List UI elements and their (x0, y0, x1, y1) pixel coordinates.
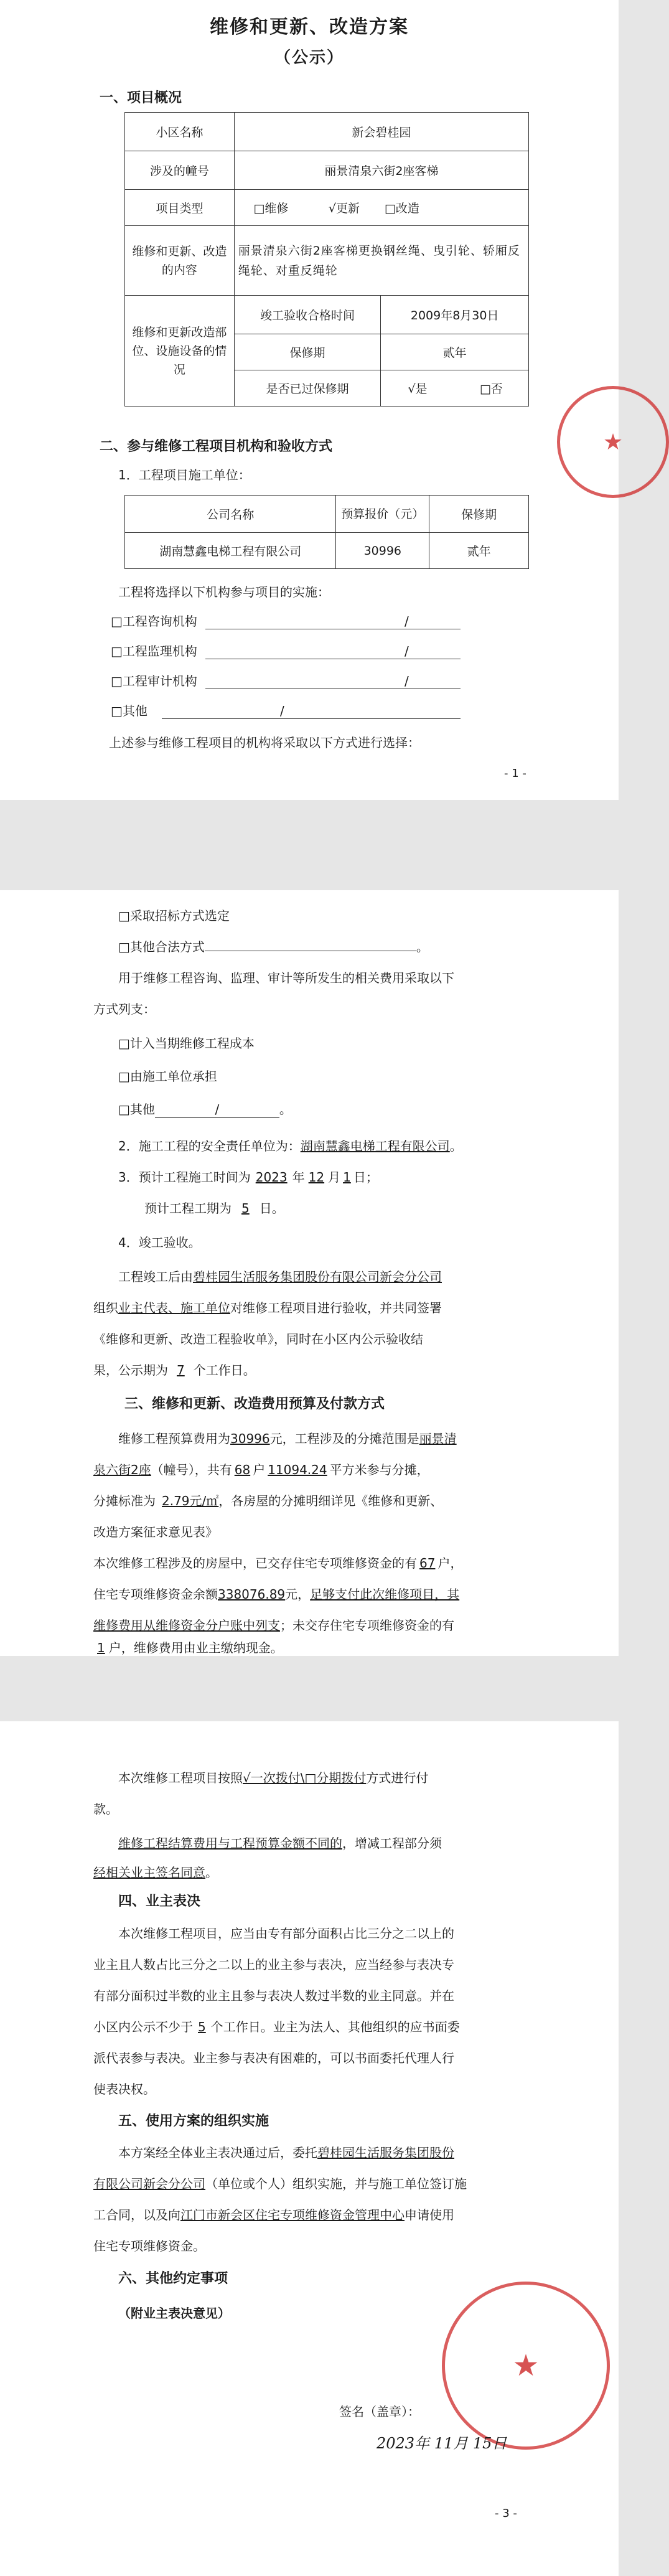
org-line-2 (93, 2171, 467, 2197)
document-subtitle: （公示） (274, 49, 344, 67)
safety-unit-end: 。 (449, 1139, 462, 1154)
section-1-heading: 一、项目概况 (100, 90, 182, 106)
fund-balance: 338076.89 (218, 1587, 286, 1602)
scope-part-1: 丽景清 (419, 1431, 457, 1446)
accept-time-value: 2009年8月30日 (381, 296, 529, 334)
org-impl-end: （单位或个人）组织实施，并与施工单位签订施 (205, 2176, 467, 2191)
period-value: 5 (241, 1201, 250, 1216)
period-label: 预计工程工期为 (144, 1201, 232, 1216)
standard-end: ，各房屋的分摊明细详见《维修和更新、 (218, 1493, 443, 1508)
budget-line-2 (93, 1457, 429, 1483)
warranty-label: 保修期 (234, 334, 381, 370)
acceptance-participants: 业主代表、施工单位 (118, 1300, 230, 1315)
project-overview-table (124, 112, 529, 407)
vote-line-3: 有部分面积过半数的业主且参与表决人数过半数的业主同意。并在 (93, 1988, 454, 2003)
content-label: 维修和更新、改造的内容 (125, 226, 235, 296)
fee-other-end: 。 (279, 1102, 292, 1117)
budget-line-3 (93, 1488, 442, 1514)
payment-label: 本次维修工程项目按照 (118, 1770, 243, 1785)
method-other-end: 。 (416, 939, 429, 954)
company-seal-stamp (557, 386, 669, 498)
construction-time-label: 3．预计工程施工时间为 (118, 1170, 251, 1185)
type-option-update: √更新 (307, 190, 381, 226)
vote-publicity-end: 个工作日。业主为法人、其他组织的应书面委 (210, 2019, 460, 2034)
standard-unit: 元/㎡ (189, 1493, 219, 1508)
contractor-warranty: 贰年 (429, 533, 529, 569)
construction-year: 2023 (255, 1170, 288, 1185)
building-value: 丽景清泉六街2座客梯 (234, 151, 528, 190)
acceptance-line-2 (93, 1295, 442, 1321)
area-value: 11094.24 (268, 1462, 327, 1477)
header-company: 公司名称 (125, 496, 336, 533)
fund-balance-label: 住宅专项维修资金余额 (93, 1587, 218, 1602)
org-supervision-slash: / (405, 644, 409, 659)
org-line-1 (118, 2140, 454, 2166)
construction-month: 12 (308, 1170, 325, 1185)
construction-day: 1 (343, 1170, 351, 1185)
org-impl-company-2: 有限公司新会分公司 (93, 2176, 205, 2191)
paid-households-label: 本次维修工程涉及的房屋中，已交存住宅专项维修资金的有 (93, 1556, 417, 1571)
method-other (118, 934, 429, 960)
area-unit: 平方米参与分摊， (329, 1462, 429, 1477)
fund-sufficient: 足够支付此次维修项目，其 (310, 1587, 460, 1602)
safety-unit-label: 2．施工工程的安全责任单位为： (118, 1139, 301, 1154)
org-consulting-slash: / (405, 614, 409, 629)
method-bidding: □采取招标方式选定 (118, 908, 230, 923)
org-audit: □工程审计机构 (111, 674, 197, 689)
document-title: 维修和更新、改造方案 (210, 16, 409, 38)
page-1-number: - 1 - (504, 767, 526, 780)
fee-intro-2: 方式列支： (93, 1002, 156, 1017)
org-other-slash: / (280, 703, 284, 718)
budget-line-4: 改造方案征求意见表》 (93, 1525, 218, 1539)
settlement-end: ，增减工程部分须 (342, 1836, 442, 1851)
budget-amount: 30996 (230, 1431, 270, 1446)
unpaid-label: ；未交存住宅专项维修资金的有 (280, 1618, 454, 1633)
page-3-number: - 3 - (495, 2507, 517, 2520)
settlement-line-1 (118, 1830, 442, 1856)
publicity-label: 果，公示期为 (93, 1363, 168, 1378)
method-other-label: □其他合法方式 (118, 939, 205, 954)
contractor-budget: 30996 (336, 533, 429, 569)
contractor-heading: 1．工程项目施工单位： (118, 468, 251, 482)
community-value: 新会碧桂园 (234, 113, 528, 151)
expired-label: 是否已过保修期 (234, 370, 381, 407)
section-6-heading: 六、其他约定事项 (118, 2271, 228, 2287)
method-other-line (205, 938, 416, 951)
expired-no: □否 (454, 370, 529, 407)
community-label: 小区名称 (125, 113, 235, 151)
fee-option-other (118, 1096, 292, 1122)
fund-center-label: 工合同，以及向 (93, 2207, 180, 2222)
budget-label: 维修工程预算费用为 (118, 1431, 230, 1446)
payment-line-2: 款。 (93, 1802, 118, 1817)
owner-consent-end: 。 (205, 1865, 218, 1880)
fund-line-4 (93, 1640, 283, 1655)
acceptance-2-end: 对维修工程项目进行验收，并共同签署 (230, 1300, 442, 1315)
seal-star-icon: ★ (512, 2348, 540, 2383)
type-option-renovate: □改造 (381, 190, 529, 226)
vote-line-6: 使表决权。 (93, 2082, 156, 2097)
fund-line-2 (93, 1581, 459, 1607)
fee-other-label: □其他 (118, 1102, 155, 1117)
accept-time-label: 竣工验收合格时间 (234, 296, 381, 334)
acceptance-1-pre: 工程竣工后由 (118, 1269, 193, 1284)
acceptance-organizer: 碧桂园生活服务集团股份有限公司新会分公司 (193, 1269, 442, 1284)
org-line-4: 住宅专项维修资金。 (93, 2239, 205, 2254)
situation-label: 维修和更新改造部位、设施设备的情况 (125, 296, 235, 407)
households-unit: 户 (253, 1462, 266, 1477)
fee-intro-1: 用于维修工程咨询、监理、审计等所发生的相关费用采取以下 (118, 971, 454, 985)
org-impl-company-1: 碧桂园生活服务集团股份 (317, 2145, 454, 2160)
vote-publicity-days: 5 (198, 2019, 206, 2034)
page-3 (0, 1721, 619, 2576)
fund-center: 江门市新会区住宅专项维修资金管理中心 (180, 2207, 405, 2222)
publicity-days: 7 (177, 1363, 185, 1378)
paid-households: 67 (419, 1556, 436, 1571)
method-intro: 上述参与维修工程项目的机构将采取以下方式进行选择： (109, 735, 420, 750)
owner-consent: 经相关业主签名同意 (93, 1865, 205, 1880)
period-unit: 日。 (259, 1201, 284, 1216)
acceptance-line-3: 《维修和更新、改造工程验收单》，同时在小区内公示验收结 (93, 1332, 423, 1347)
attachment-note: （附业主表决意见） (118, 2306, 230, 2321)
payment-end: 方式进行付 (366, 1770, 429, 1785)
contractor-table (124, 495, 529, 569)
signature-date: 2023年 11月 15日 (377, 2435, 507, 2452)
fund-balance-unit: 元， (285, 1587, 311, 1602)
scope-mid: （幢号），共有 (151, 1462, 232, 1477)
vote-line-4 (93, 2014, 460, 2040)
header-warranty: 保修期 (429, 496, 529, 533)
page-2 (0, 890, 619, 1656)
scope-part-2: 泉六街2座 (93, 1462, 151, 1477)
expired-yes: √是 (381, 370, 454, 407)
households-count: 68 (234, 1462, 251, 1477)
section-3-heading: 三、维修和更新、改造费用预算及付款方式 (124, 1396, 385, 1412)
construction-period-line (144, 1195, 284, 1221)
header-budget: 预算报价（元） (336, 496, 429, 533)
publicity-unit: 个工作日。 (193, 1363, 256, 1378)
safety-unit-value: 湖南慧鑫电梯工程有限公司 (300, 1139, 450, 1154)
unpaid-households: 1 (97, 1640, 105, 1655)
construction-year-unit: 年 (292, 1170, 305, 1185)
budget-line-1 (118, 1426, 457, 1452)
acceptance-2-pre: 组织 (93, 1300, 118, 1315)
fee-option-contractor: □由施工单位承担 (118, 1069, 217, 1084)
vote-line-1: 本次维修工程项目，应当由专有部分面积占比三分之二以上的 (118, 1926, 454, 1941)
standard-label: 分摊标准为 (93, 1493, 156, 1508)
fund-line-1 (93, 1550, 462, 1576)
signature-label: 签名（盖章）： (339, 2404, 420, 2419)
page-1 (0, 0, 624, 800)
acceptance-line-4 (93, 1357, 256, 1383)
company-seal-stamp (442, 2282, 610, 2450)
org-supervision: □工程监理机构 (111, 644, 197, 659)
org-other: □其他 (111, 703, 147, 718)
safety-unit-line (118, 1133, 462, 1159)
fund-center-end: 申请使用 (405, 2207, 454, 2222)
type-option-repair: □维修 (234, 190, 307, 226)
content-value: 丽景清泉六街2座客梯更换钢丝绳、曳引轮、轿厢反绳轮、对重反绳轮 (234, 226, 528, 296)
section-4-heading: 四、业主表决 (118, 1894, 201, 1909)
vote-publicity-label: 小区内公示不少于 (93, 2019, 193, 2034)
seal-star-icon: ★ (602, 429, 624, 455)
unpaid-end: 户，维修费用由业主缴纳现金。 (108, 1640, 283, 1655)
budget-mid: 元，工程涉及的分摊范围是 (269, 1431, 419, 1446)
payment-method: √一次拨付\□分期拨付 (243, 1770, 367, 1785)
org-select-intro: 工程将选择以下机构参与项目的实施： (118, 585, 330, 599)
construction-month-unit: 月 (328, 1170, 341, 1185)
construction-day-unit: 日； (353, 1170, 378, 1185)
settlement-condition: 维修工程结算费用与工程预算金额不同的 (118, 1836, 342, 1851)
paid-households-unit: 户， (437, 1556, 463, 1571)
payment-line-1 (118, 1765, 428, 1791)
fee-option-cost: □计入当期维修工程成本 (118, 1036, 255, 1051)
type-label: 项目类型 (125, 190, 235, 226)
org-other-line (162, 718, 461, 719)
org-consulting: □工程咨询机构 (111, 614, 197, 629)
warranty-value: 贰年 (381, 334, 529, 370)
settlement-line-2 (93, 1859, 218, 1886)
org-audit-slash: / (405, 674, 409, 689)
construction-time-line (118, 1164, 378, 1190)
section-5-heading: 五、使用方案的组织实施 (118, 2113, 269, 2129)
fee-other-value: / (155, 1101, 279, 1118)
acceptance-heading: 4．竣工验收。 (118, 1235, 201, 1250)
contractor-name: 湖南慧鑫电梯工程有限公司 (125, 533, 336, 569)
acceptance-line-1 (118, 1264, 442, 1290)
fund-line-3 (93, 1612, 454, 1638)
org-impl-label: 本方案经全体业主表决通过后，委托 (118, 2145, 317, 2160)
standard-value: 2.79 (162, 1493, 190, 1508)
section-2-heading: 二、参与维修工程项目机构和验收方式 (100, 439, 333, 454)
org-line-3 (93, 2202, 454, 2228)
vote-line-5: 派代表参与表决。业主参与表决有困难的，可以书面委托代理人行 (93, 2051, 454, 2066)
vote-line-2: 业主且人数占比三分之二以上的业主参与表决，应当经参与表决专 (93, 1957, 454, 1972)
building-label: 涉及的幢号 (125, 151, 235, 190)
fund-source: 维修费用从维修资金分户账中列支 (93, 1618, 280, 1633)
